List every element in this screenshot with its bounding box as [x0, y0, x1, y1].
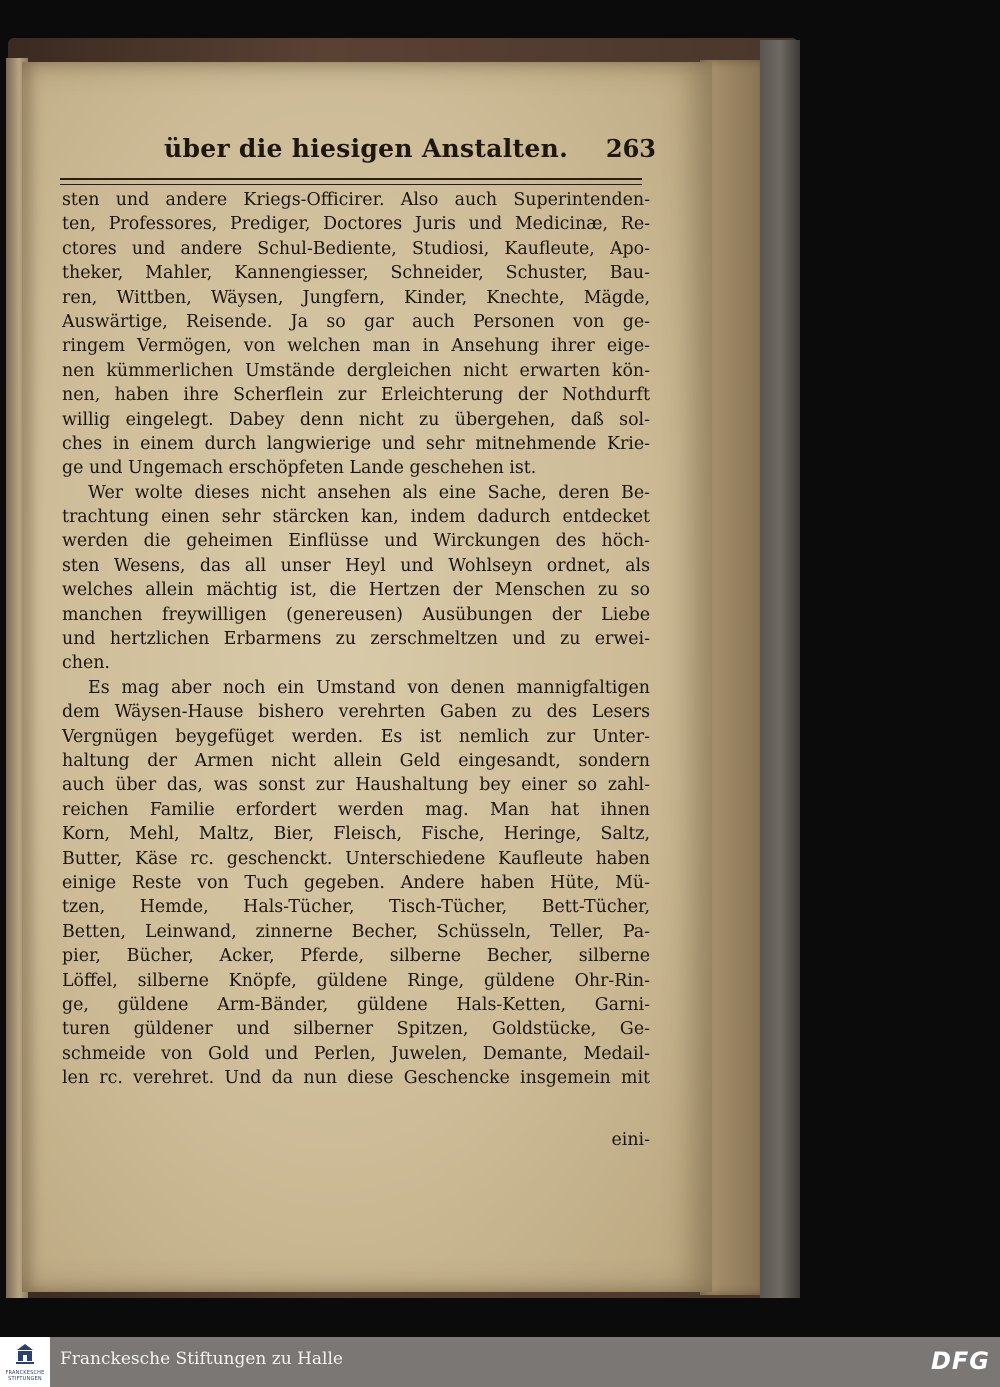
page-header — [60, 130, 660, 176]
text-line: Betten, Leinwand, zinnerne Becher, Schüsseln, Teller, Pa- — [62, 921, 650, 942]
text-line: ren, Wittben, Wäysen, Jungfern, Kinder, Knechte, Mägde, — [62, 287, 650, 308]
text-line: und hertzlichen Erbarmens zu zerschmeltzen und zu erwei- — [62, 629, 650, 650]
viewer-footer — [0, 1337, 1000, 1387]
text-line: haltung der Armen nicht allein Geld eingesandt, sondern — [62, 750, 650, 771]
text-line: willig eingelegt. Dabey denn nicht zu übergehen, daß sol- — [62, 409, 650, 430]
text-line: welches allein mächtig ist, die Hertzen der Menschen zu so — [62, 580, 650, 601]
header-rule — [60, 178, 642, 185]
institution-logo[interactable] — [0, 1337, 50, 1387]
running-head: über die hiesigen Anstalten. — [164, 134, 569, 163]
text-line: trachtung einen sehr stärcken kan, indem dadurch entdecket — [62, 507, 650, 528]
page-number: 263 — [605, 134, 656, 163]
text-line: sten und andere Kriegs-Officirer. Also auch Superintenden- — [62, 190, 650, 210]
text-line: einige Reste von Tuch gegeben. Andere haben Hüte, Mü- — [62, 872, 650, 893]
body-text — [62, 188, 650, 1090]
text-line: chen. — [62, 653, 110, 674]
building-icon — [15, 1343, 35, 1365]
text-line: ringem Vermögen, von welchen man in Ansehung ihrer eige- — [62, 336, 650, 357]
text-line: nen kümmerlichen Umstände dergleichen nicht erwarten kön- — [62, 360, 650, 381]
text-line: Auswärtige, Reisende. Ja so gar auch Personen von ge- — [62, 311, 650, 332]
text-line: werden die geheimen Einflüsse und Wirckungen des höch- — [62, 531, 650, 552]
text-line: len rc. verehret. Und da nun diese Geschencke insgemein mit — [62, 1068, 650, 1089]
text-line: ten, Professores, Prediger, Doctores Juris und Medicinæ, Re- — [62, 214, 650, 235]
dfg-logo[interactable]: DFG — [930, 1347, 990, 1375]
text-line: Butter, Käse rc. geschenckt. Unterschiedene Kaufleute haben — [62, 848, 650, 869]
text-line: ctores und andere Schul-Bediente, Studiosi, Kaufleute, Apo- — [62, 238, 650, 259]
text-line: Korn, Mehl, Maltz, Bier, Fleisch, Fische, Heringe, Saltz, — [62, 824, 650, 845]
text-line: turen güldener und silberner Spitzen, Goldstücke, Ge- — [62, 1019, 650, 1040]
text-line: reichen Familie erfordert werden mag. Man hat ihnen — [62, 799, 650, 820]
text-line: Wer wolte dieses nicht ansehen als eine Sache, deren Be- — [88, 482, 650, 503]
text-line: auch über das, was sonst zur Haushaltung bey einer so zahl- — [62, 775, 650, 796]
text-line: theker, Mahler, Kannengiesser, Schneider, Schuster, Bau- — [62, 263, 650, 284]
text-line: ge, güldene Arm-Bänder, güldene Hals-Ketten, Garni- — [62, 994, 650, 1015]
text-line: ge und Ungemach erschöpfeten Lande geschehen ist. — [62, 458, 537, 479]
text-line: Vergnügen beygefüget werden. Es ist nemlich zur Unter- — [62, 726, 650, 747]
institution-name[interactable]: Franckesche Stiftungen zu Halle — [60, 1349, 343, 1369]
text-line: pier, Bücher, Acker, Pferde, silberne Becher, silberne — [62, 946, 650, 967]
text-line: dem Wäysen-Hause bishero verehrten Gaben zu des Lesers — [62, 702, 650, 723]
text-line: ches in einem durch langwierige und sehr mitnehmende Krie- — [62, 433, 650, 454]
text-line: nen, haben ihre Scherflein zur Erleichterung der Nothdurft — [62, 385, 650, 406]
text-line: Löffel, silberne Knöpfe, güldene Ringe, güldene Ohr-Rin- — [62, 970, 650, 991]
text-line: schmeide von Gold und Perlen, Juwelen, Demante, Medail- — [62, 1043, 650, 1064]
text-line: Es mag aber noch ein Umstand von denen mannigfaltigen — [88, 677, 650, 698]
text-line: manchen freywilligen (genereusen) Ausübungen der Liebe — [62, 604, 650, 625]
catchword: eini- — [611, 1130, 650, 1150]
book-spine — [760, 40, 800, 1298]
text-line: tzen, Hemde, Hals-Tücher, Tisch-Tücher, Bett-Tücher, — [62, 897, 650, 918]
text-line: sten Wesens, das all unser Heyl und Wohlseyn ordnet, als — [62, 555, 650, 576]
logo-text: FRANCKESCHE STIFTUNGEN — [5, 1370, 45, 1382]
